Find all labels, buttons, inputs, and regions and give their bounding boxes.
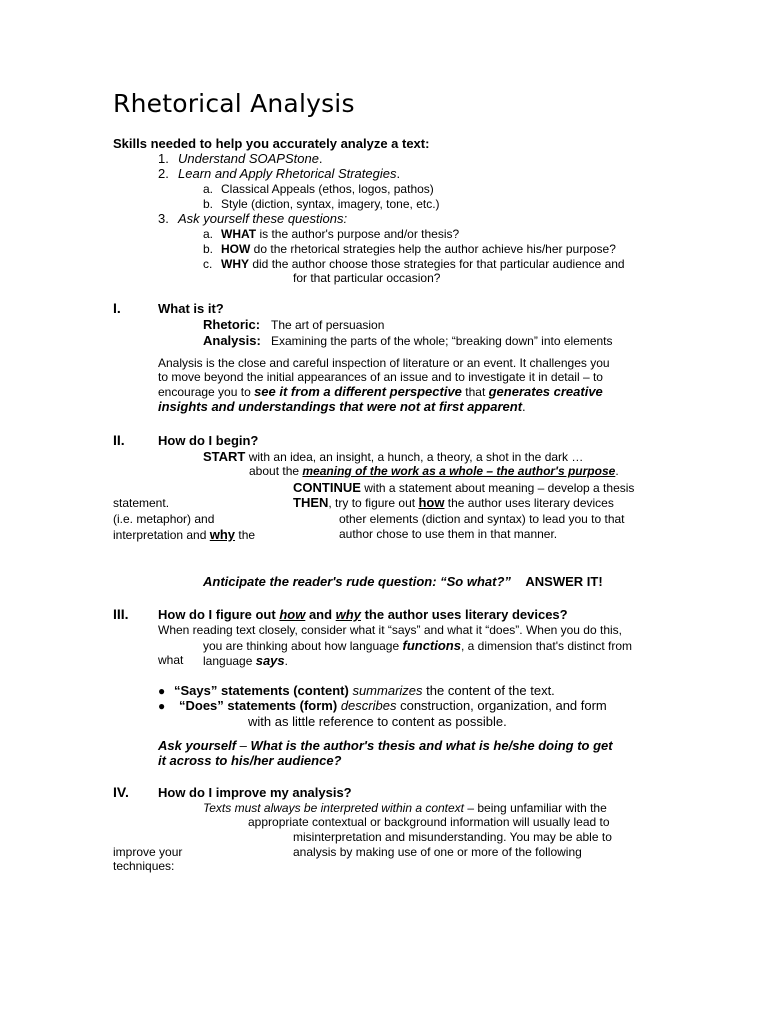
bullet-icon: ● bbox=[158, 684, 166, 698]
does-statement-continued: with as little reference to content as possible. bbox=[248, 714, 507, 729]
context-line-2: appropriate contextual or background information will usually lead to bbox=[248, 815, 610, 829]
section-2-number: II. bbox=[113, 432, 125, 448]
section-2-heading: How do I begin? bbox=[158, 433, 259, 448]
context-line-3: misinterpretation and misunderstanding. You may be able to bbox=[293, 830, 612, 844]
context-line-4: analysis by making use of one or more of the following bbox=[293, 845, 582, 859]
section-3-number: III. bbox=[113, 606, 129, 622]
author-chose-text: author chose to use them in that manner. bbox=[339, 527, 558, 541]
anticipate-line: Anticipate the reader's rude question: “So what?” ANSWER IT! bbox=[203, 574, 603, 589]
list-item-3-number: 3. bbox=[158, 211, 169, 226]
context-line-1: Texts must always be interpreted within a context – being unfamiliar with the bbox=[203, 801, 607, 815]
list-item-1-number: 1. bbox=[158, 151, 169, 166]
bullet-icon: ● bbox=[158, 699, 166, 713]
says-does-line-1: When reading text closely, consider what it “says” and what it “does”. When you do this, bbox=[158, 623, 622, 637]
question-b: HOW do the rhetorical strategies help the author achieve his/her purpose? bbox=[221, 242, 616, 256]
ie-metaphor-text: (i.e. metaphor) and bbox=[113, 512, 215, 526]
statement-word: statement. bbox=[113, 496, 170, 510]
section-4-number: IV. bbox=[113, 784, 129, 800]
says-statement: “Says” statements (content) summarizes the content of the text. bbox=[174, 683, 555, 698]
analysis-definition: Examining the parts of the whole; “breaking down” into elements bbox=[271, 334, 613, 348]
about-line: about the meaning of the work as a whole – the author's purpose. bbox=[249, 464, 619, 478]
start-line: START with an idea, an insight, a hunch, a theory, a shot in the dark … bbox=[203, 449, 584, 464]
then-line: THEN, try to figure out how the author uses literary devices bbox=[293, 495, 614, 510]
question-a: WHAT is the author's purpose and/or thesis? bbox=[221, 227, 460, 241]
analysis-paragraph-line-4: insights and understandings that were not at first apparent. bbox=[158, 399, 526, 414]
question-b-number: b. bbox=[203, 242, 214, 256]
list-item-1: Understand SOAPStone. bbox=[178, 151, 323, 166]
list-item-2a: Classical Appeals (ethos, logos, pathos) bbox=[221, 182, 434, 196]
analysis-label: Analysis: bbox=[203, 333, 261, 348]
says-does-line-2: you are thinking about how language functions, a dimension that's distinct from bbox=[203, 638, 633, 653]
section-3-heading: How do I figure out how and why the author uses literary devices? bbox=[158, 607, 568, 622]
says-does-line-3: language says. bbox=[203, 653, 288, 668]
list-item-2-number: 2. bbox=[158, 166, 169, 181]
list-item-3: Ask yourself these questions: bbox=[178, 211, 348, 226]
ask-yourself-line-1: Ask yourself – What is the author's thesis and what is he/she doing to get bbox=[158, 738, 613, 753]
question-a-number: a. bbox=[203, 227, 214, 241]
ask-yourself-line-2: it across to his/her audience? bbox=[158, 753, 342, 768]
question-c-number: c. bbox=[203, 257, 213, 271]
continue-line: CONTINUE with a statement about meaning – develop a thesis bbox=[293, 480, 635, 495]
context-line-4-start: improve your bbox=[113, 845, 183, 859]
analysis-paragraph-line-2: to move beyond the initial appearances of an issue and to investigate it in detail – to bbox=[158, 370, 603, 384]
section-1-heading: What is it? bbox=[158, 301, 224, 316]
section-1-number: I. bbox=[113, 300, 121, 316]
list-item-2: Learn and Apply Rhetorical Strategies. bbox=[178, 166, 401, 181]
says-does-line-3-start: what bbox=[158, 653, 184, 667]
rhetoric-definition: The art of persuasion bbox=[271, 318, 385, 332]
does-statement: “Does” statements (form) describes construction, organization, and form bbox=[179, 698, 607, 713]
list-item-2a-number: a. bbox=[203, 182, 214, 196]
rhetoric-label: Rhetoric: bbox=[203, 317, 261, 332]
question-c: WHY did the author choose those strategies for that particular audience and bbox=[221, 257, 625, 271]
analysis-paragraph-line-1: Analysis is the close and careful inspection of literature or an event. It challenges you bbox=[158, 356, 610, 370]
section-4-heading: How do I improve my analysis? bbox=[158, 785, 352, 800]
other-elements-text: other elements (diction and syntax) to lead you to that bbox=[339, 512, 625, 526]
skills-heading: Skills needed to help you accurately analyze a text: bbox=[113, 136, 430, 151]
list-item-2b: Style (diction, syntax, imagery, tone, etc.) bbox=[221, 197, 440, 211]
analysis-paragraph-line-3: encourage you to see it from a different perspective that generates creative bbox=[158, 384, 603, 399]
interpretation-text: interpretation and why the bbox=[113, 527, 256, 542]
page-title: Rhetorical Analysis bbox=[113, 89, 355, 118]
list-item-2b-number: b. bbox=[203, 197, 214, 211]
context-line-5: techniques: bbox=[113, 859, 175, 873]
question-c-continued: for that particular occasion? bbox=[293, 271, 441, 285]
